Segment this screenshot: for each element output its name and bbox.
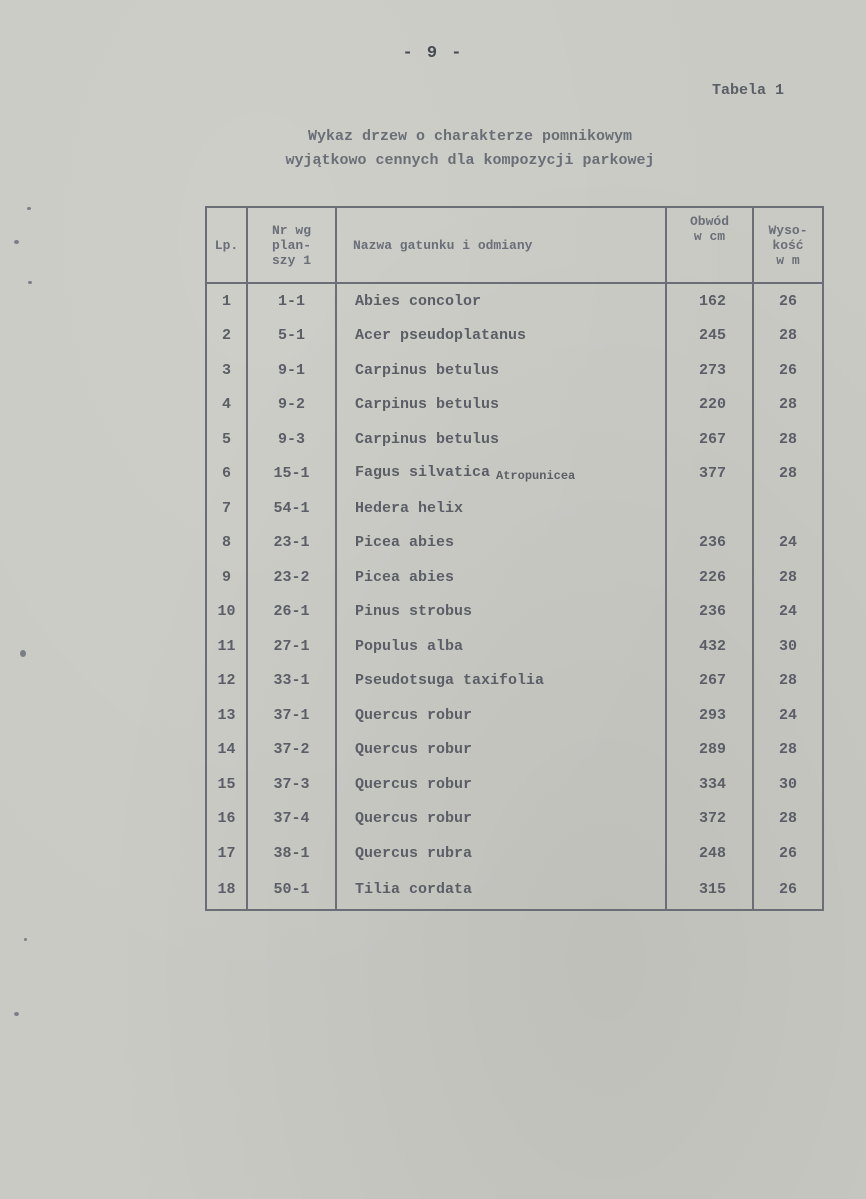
species-name: Picea abies	[355, 568, 455, 586]
header-obwod	[666, 207, 753, 283]
cell-nr: 5-1	[247, 319, 336, 354]
table-row	[206, 526, 823, 561]
table-row	[206, 491, 823, 526]
header-wysokosc-line-2: kość	[772, 237, 804, 253]
cell-name	[336, 802, 666, 837]
table-header-row	[206, 207, 823, 283]
cell-wysokosc: 28	[753, 560, 823, 595]
cell-name	[336, 526, 666, 561]
cell-nr: 23-2	[247, 560, 336, 595]
table-row	[206, 319, 823, 354]
cell-lp: 11	[206, 629, 247, 664]
header-nr-line-2: plan-	[271, 237, 311, 253]
cell-obwod: 236	[666, 595, 753, 630]
scan-speck	[24, 938, 27, 941]
scan-speck	[14, 1012, 19, 1016]
cell-wysokosc: 24	[753, 595, 823, 630]
cell-wysokosc: 28	[753, 664, 823, 699]
cell-wysokosc: 26	[753, 836, 823, 871]
species-name: Quercus robur	[355, 775, 473, 793]
cell-obwod: 293	[666, 698, 753, 733]
cell-lp: 14	[206, 733, 247, 768]
cell-lp: 1	[206, 283, 247, 319]
species-variety: Atropunicea	[496, 469, 576, 484]
table-row	[206, 871, 823, 910]
cell-name	[336, 319, 666, 354]
species-name: Carpinus betulus	[355, 361, 500, 379]
cell-obwod: 245	[666, 319, 753, 354]
cell-obwod: 377	[666, 457, 753, 492]
cell-obwod: 289	[666, 733, 753, 768]
cell-obwod: 220	[666, 388, 753, 423]
cell-nr: 54-1	[247, 491, 336, 526]
scan-speck	[14, 240, 19, 244]
table-label: Tabela 1	[712, 82, 785, 99]
scan-speck	[20, 650, 26, 657]
table-row	[206, 664, 823, 699]
cell-nr: 37-1	[247, 698, 336, 733]
table-body	[206, 283, 823, 910]
cell-wysokosc: 30	[753, 767, 823, 802]
cell-lp: 4	[206, 388, 247, 423]
cell-obwod	[666, 491, 753, 526]
cell-name	[336, 836, 666, 871]
table-row	[206, 283, 823, 319]
cell-lp: 9	[206, 560, 247, 595]
species-name: Abies concolor	[355, 292, 482, 310]
species-name: Quercus robur	[355, 706, 473, 724]
header-wysokosc-line-3: w m	[776, 252, 800, 268]
cell-nr: 37-4	[247, 802, 336, 837]
header-wysokosc	[753, 207, 823, 283]
cell-name	[336, 871, 666, 910]
cell-lp: 7	[206, 491, 247, 526]
cell-lp: 15	[206, 767, 247, 802]
header-nr-line-1: Nr wg	[271, 222, 311, 238]
species-name: Quercus robur	[355, 810, 473, 828]
cell-wysokosc: 28	[753, 802, 823, 837]
cell-wysokosc: 24	[753, 526, 823, 561]
cell-name	[336, 560, 666, 595]
species-name: Fagus silvatica	[355, 464, 491, 482]
cell-nr: 9-2	[247, 388, 336, 423]
cell-obwod: 248	[666, 836, 753, 871]
cell-name	[336, 283, 666, 319]
cell-wysokosc	[753, 491, 823, 526]
table-title-line-2: wyjątkowo cennych dla kompozycji parkowej	[285, 152, 655, 169]
cell-name	[336, 664, 666, 699]
species-name: Picea abies	[355, 534, 455, 552]
table-row	[206, 560, 823, 595]
cell-obwod: 334	[666, 767, 753, 802]
cell-lp: 10	[206, 595, 247, 630]
cell-wysokosc: 26	[753, 283, 823, 319]
species-name: Hedera helix	[355, 499, 464, 517]
cell-obwod: 267	[666, 422, 753, 457]
header-nr-line-3: szy 1	[271, 252, 311, 268]
cell-name	[336, 733, 666, 768]
cell-name	[336, 767, 666, 802]
cell-lp: 8	[206, 526, 247, 561]
scan-speck	[27, 207, 31, 210]
table-row	[206, 353, 823, 388]
cell-obwod: 273	[666, 353, 753, 388]
cell-lp: 5	[206, 422, 247, 457]
cell-wysokosc: 26	[753, 871, 823, 910]
table-row	[206, 388, 823, 423]
species-name: Acer pseudoplatanus	[355, 327, 527, 345]
cell-lp: 18	[206, 871, 247, 910]
cell-wysokosc: 26	[753, 353, 823, 388]
species-name: Quercus robur	[355, 741, 473, 759]
table-row	[206, 802, 823, 837]
trees-table	[205, 206, 824, 911]
cell-obwod: 162	[666, 283, 753, 319]
cell-nr: 50-1	[247, 871, 336, 910]
table-row	[206, 733, 823, 768]
cell-wysokosc: 30	[753, 629, 823, 664]
table-row	[206, 629, 823, 664]
cell-obwod: 432	[666, 629, 753, 664]
cell-wysokosc: 28	[753, 457, 823, 492]
cell-nr: 23-1	[247, 526, 336, 561]
cell-nr: 1-1	[247, 283, 336, 319]
table-row	[206, 422, 823, 457]
cell-obwod: 372	[666, 802, 753, 837]
cell-obwod: 315	[666, 871, 753, 910]
cell-lp: 16	[206, 802, 247, 837]
table-row	[206, 836, 823, 871]
table-title-line-1: Wykaz drzew o charakterze pomnikowym	[307, 128, 633, 145]
cell-wysokosc: 28	[753, 319, 823, 354]
cell-wysokosc: 28	[753, 388, 823, 423]
cell-lp: 6	[206, 457, 247, 492]
table-row	[206, 767, 823, 802]
cell-lp: 13	[206, 698, 247, 733]
cell-nr: 33-1	[247, 664, 336, 699]
cell-name	[336, 629, 666, 664]
cell-lp: 12	[206, 664, 247, 699]
header-name: Nazwa gatunku i odmiany	[336, 207, 666, 283]
cell-wysokosc: 28	[753, 422, 823, 457]
cell-nr: 26-1	[247, 595, 336, 630]
cell-name	[336, 698, 666, 733]
cell-nr: 38-1	[247, 836, 336, 871]
species-name: Carpinus betulus	[355, 430, 500, 448]
cell-nr: 9-3	[247, 422, 336, 457]
table-row	[206, 457, 823, 492]
cell-nr: 37-3	[247, 767, 336, 802]
cell-name	[336, 595, 666, 630]
header-obwod-line-1: Obwód	[689, 214, 729, 229]
table-row	[206, 698, 823, 733]
cell-name	[336, 491, 666, 526]
cell-wysokosc: 24	[753, 698, 823, 733]
cell-name	[336, 388, 666, 423]
header-nr	[247, 207, 336, 283]
cell-name	[336, 457, 666, 492]
cell-nr: 9-1	[247, 353, 336, 388]
cell-wysokosc: 28	[753, 733, 823, 768]
cell-nr: 37-2	[247, 733, 336, 768]
species-name: Pinus strobus	[355, 603, 473, 621]
cell-lp: 2	[206, 319, 247, 354]
table-row	[206, 595, 823, 630]
species-name: Pseudotsuga taxifolia	[355, 672, 545, 690]
species-name: Tilia cordata	[355, 881, 473, 898]
cell-nr: 15-1	[247, 457, 336, 492]
cell-obwod: 267	[666, 664, 753, 699]
cell-name	[336, 422, 666, 457]
cell-nr: 27-1	[247, 629, 336, 664]
species-name: Populus alba	[355, 637, 464, 655]
species-name: Carpinus betulus	[355, 396, 500, 414]
cell-obwod: 226	[666, 560, 753, 595]
scan-speck	[28, 281, 32, 284]
cell-name	[336, 353, 666, 388]
cell-lp: 3	[206, 353, 247, 388]
cell-obwod: 236	[666, 526, 753, 561]
page-number: - 9 -	[402, 44, 464, 63]
header-wysokosc-line-1: Wyso-	[768, 222, 808, 238]
header-lp: Lp.	[206, 207, 247, 283]
cell-lp: 17	[206, 836, 247, 871]
species-name: Quercus rubra	[355, 844, 473, 862]
header-obwod-line-2: w cm	[693, 229, 726, 244]
